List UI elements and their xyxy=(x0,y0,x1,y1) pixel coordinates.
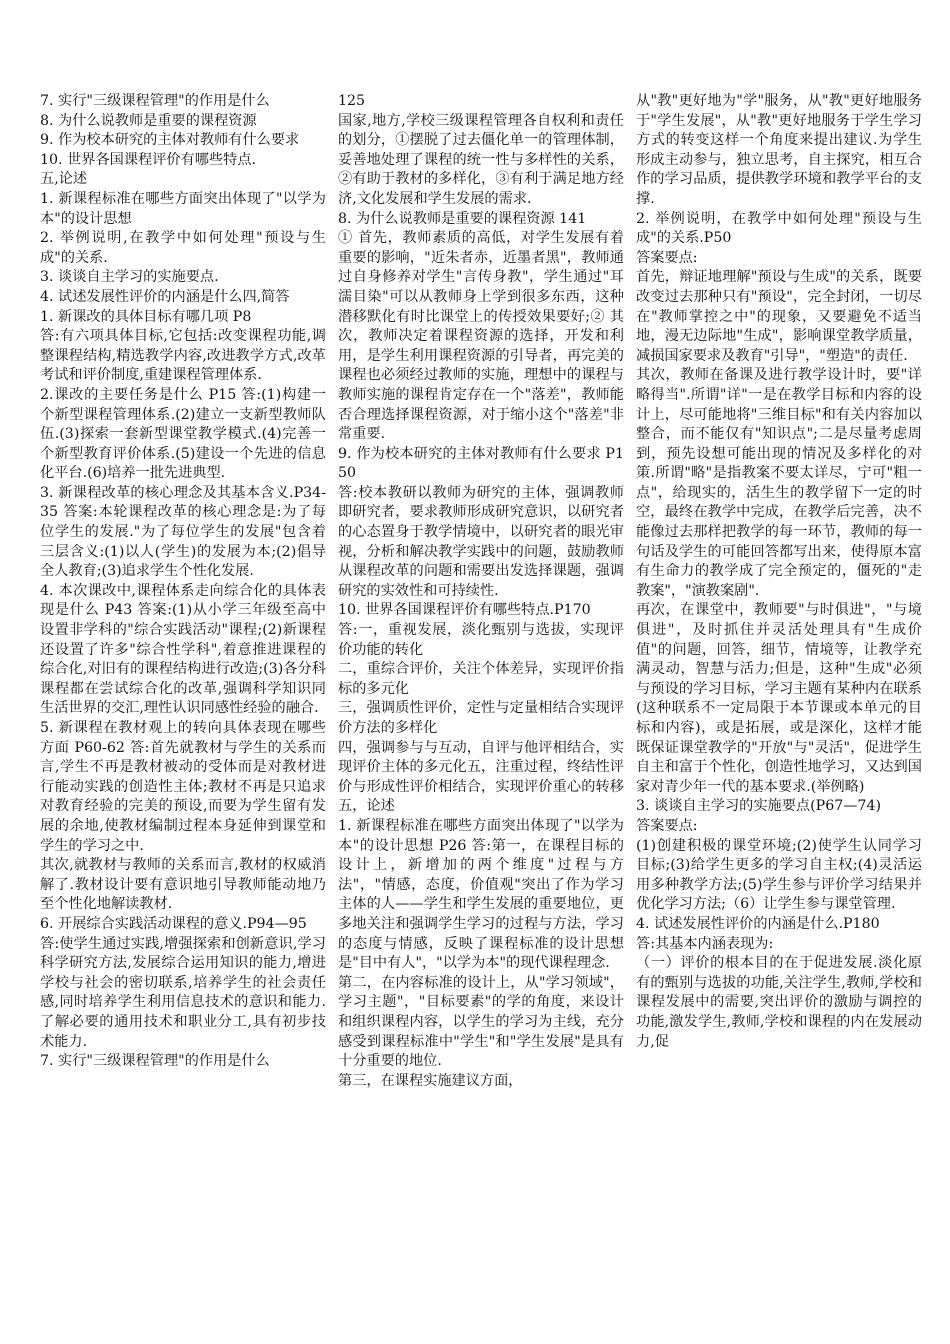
paragraph: （一）评价的根本目的在于促进发展.淡化原有的甄别与选拔的功能,关注学生,教师,学校和课程发展中的需要,突出评价的激励与调控的功能,激发学生,教师,学校和课程的内在发展动力,促 xyxy=(636,955,922,1050)
paragraph: 5. 新课程在教材观上的转向具体表现在哪些方面 P60-62 答:首先就教材与学生的关系而言,学生不再是教材被动的受体而是对教材进行能动实践的创造性主体;教材不再是只追求对教育经验的完美的预设,而要为学生留有发展的余地,使教材编制过程本身延伸到课堂和学生的学习之中. xyxy=(40,720,326,854)
paragraph: 2. 举例说明,在教学中如何处理"预设与生成"的关系. xyxy=(40,230,326,266)
paragraph: 三，强调质性评价，定性与定量相结合实现评价方法的多样化 xyxy=(338,700,624,736)
paragraph: 2.课改的主要任务是什么 P15 答:(1)构建一个新型课程管理体系.(2)建立一支新型教师队伍.(3)探索一套新型课堂教学模式.(4)完善一个新型教育评价体系.(5)建设一个先进的信息化平台.(6)培养一批先进典型. xyxy=(40,386,326,482)
paragraph: 首先，辩证地理解"预设与生成"的关系，既要改变过去那种只有"预设"，完全封闭，一切尽在"教师掌控之中"的现象，又要避免不适当地，漫无边际地"生成"，影响课堂教学质量，减损国家要求及教育"引导"，"塑造"的责任. xyxy=(636,269,922,364)
paragraph: 9. 作为校本研究的主体对教师有什么要求 xyxy=(40,132,300,149)
paragraph: 10. 世界各国课程评价有哪些特点.P170 xyxy=(338,602,591,619)
paragraph: 1. 新课改的具体目标有哪几项 P8 xyxy=(40,308,252,325)
paragraph: 7. 实行"三级课程管理"的作用是什么 xyxy=(40,1053,270,1070)
paragraph: 4. 本次课改中,课程体系走向综合化的具体表现是什么 P43 答案:(1)从小学三年级至高中设置非学科的"综合实践活动"课程;(2)新课程还设置了许多"综合性学科",着意推进课程的综合化,对旧有的课程结构进行改造;(3)各分科课程都在尝试综合化的改革,强调科学知识同生活世界的交汇,理性认识同感性经验的融合. xyxy=(40,582,326,717)
paragraph: 答案要点: xyxy=(636,817,698,834)
paragraph: ① 首先，教师素质的高低，对学生发展有着重要的影响，"近朱者赤，近墨者黑"，教师通过自身修养对学生"言传身教"，学生通过"耳濡目染"可以从教师身上学到很多东西，这种潜移默化有时比课堂上的传授效果要好;② 其次，教师决定着课程资源的选择，开发和利用，是学生利用课程资源的引导者，再完美的课程也必须经过教师的实施，理想中的课程与教师实施的课程肯定存在一个"落差"，教师能否合理选择课程资源，对于缩小这个"落差"非常重要. xyxy=(338,230,624,443)
paragraph: 二，重综合评价，关注个体差异，实现评价指标的多元化 xyxy=(338,661,624,697)
paragraph: 7. 实行"三级课程管理"的作用是什么 xyxy=(40,93,270,109)
paragraph: 6. 开展综合实践活动课程的意义.P94—95 xyxy=(40,915,307,932)
paragraph: 1. 新课程标准在哪些方面突出体现了"以学为本"的设计思想 xyxy=(40,190,326,227)
paragraph: 2. 举例说明，在教学中如何处理"预设与生成"的关系.P50 xyxy=(636,210,922,247)
paragraph: 8. 为什么说教师是重要的课程资源 141 xyxy=(338,210,587,227)
paragraph: 1. 新课程标准在哪些方面突出体现了"以学为本"的设计思想 P26 答:第一，在课程目标的设计上，新增加的两个维度"过程与方法"，"情感，态度，价值观"突出了作为学习主体的人——学生和学生发展的重要地位，更多地关注和强调学生学习的过程与方法，学习的态度与情感，反映了课程标准的设计思想是"目中有人"，"以学为本"的现代课程理念. xyxy=(338,817,624,972)
paragraph: 3. 谈谈自主学习的实施要点. xyxy=(40,269,219,286)
paragraph: 其次，教师在备课及进行教学设计时，要"详略得当".所谓"详"一是在教学目标和内容的设计上，尽可能地将"三维目标"和有关内容加以整合，而不能仅有"知识点";二是尽量考虑周到，预先设想可能出现的情况及多样化的对策.所谓"略"是指教案不要太详尽，宁可"粗一点"，给现实的，活生生的教学留下一定的时空，最终在教学中完成，在教学后完善，决不能像过去那样把教学的每一环节，教师的每一句话及学生的可能回答都写出来，使得原本富有生命力的教学成了完全预定的，僵死的"走教案"，"演教案剧". xyxy=(636,367,922,599)
paragraph: 3. 新课程改革的核心理念及其基本含义.P34-35 答案:本轮课程改革的核心理念是:为了每位学生的发展."为了每位学生的发展"包含着三层含义:(1)以人(学生)的发展为本;(2)倡导全人教育;(3)追求学生个性化发展. xyxy=(40,484,326,580)
text-column-right xyxy=(636,92,922,1052)
text-column-left xyxy=(40,92,326,1072)
paragraph: (1)创建积极的课堂环境;(2)使学生认同学习目标;(3)给学生更多的学习自主权;(4)灵活运用多种教学方法;(5)学生参与评价学习结果并优化学习方法;（6）让学生参与课堂管理. xyxy=(636,837,922,913)
paragraph: 国家,地方,学校三级课程管理各自权利和责任的划分，①摆脱了过去僵化单一的管理体制，妥善地处理了课程的统一性与多样性的关系，②有助于教材的多样化，③有利于满足地方经济,文化发展和学生发展的需求. xyxy=(338,112,624,207)
paragraph: 答:一，重视发展，淡化甄别与选拔，实现评价功能的转化 xyxy=(338,622,624,658)
paragraph: 4. 试述发展性评价的内涵是什么四,简答 xyxy=(40,288,290,305)
paragraph: 其次,就教材与教师的关系而言,教材的权威消解了.教材设计要有意识地引导教师能动地乃至个性化地解读教材. xyxy=(40,857,326,913)
paragraph: 第二，在内容标准的设计上，从"学习领域"，学习主题"，"目标要素"的学的角度，来设计和组织课程内容，以学生的学习为主线，充分感受到课程标准中"学生"和"学生发展"是具有十分重要的地位. xyxy=(338,974,624,1070)
paragraph: 答:其基本内涵表现为: xyxy=(636,935,774,952)
document-page xyxy=(40,92,922,1322)
paragraph: 四，强调参与与互动，自评与他评相结合，实现评价主体的多元化五，注重过程，终结性评价与形成性评价相结合，实现评价重心的转移五，论述 xyxy=(338,739,624,815)
paragraph: 答:有六项具体目标,它包括:改变课程功能,调整课程结构,精选教学内容,改进教学方式,改革考试和评价制度,重建课程管理体系. xyxy=(40,328,326,384)
paragraph: 答:使学生通过实践,增强探索和创新意识,学习科学研究方法,发展综合运用知识的能力,增进学校与社会的密切联系,培养学生的社会责任感,同时培养学生利用信息技术的意识和能力.了解必要的通用技术和职业分工,具有初步技术能力. xyxy=(40,935,326,1050)
paragraph: 125 xyxy=(338,93,366,109)
paragraph: 答案要点: xyxy=(636,249,698,266)
paragraph: 从"教"更好地为"学"服务，从"教"更好地服务于"学生发展"，从"教"更好地服务于学生学习方式的转变这样一个角度来提出建议.为学生形成主动参与，独立思考，自主探究，相互合作的学习品质，提供教学环境和教学平台的支撑. xyxy=(636,93,922,207)
paragraph: 再次，在课堂中，教师要"与时俱进"，"与境俱进"，及时抓住并灵活处理具有"生成价值"的问题，回答，细节，情境等，让教学充满灵动，智慧与活力;但是，这种"生成"必须与预设的学习目标，学习主题有某种内在联系(这种联系不一定局限于本节课或本单元的目标和内容)，或是拓展，或是深化，这样才能既保证课堂教学的"开放"与"灵活"，促进学生自主和富于个性化，创造性地学习，又达到国家对青少年一代的基本要求.(举例略) xyxy=(636,602,922,795)
paragraph: 第三，在课程实施建议方面， xyxy=(338,1072,523,1089)
paragraph: 10. 世界各国课程评价有哪些特点. xyxy=(40,151,257,168)
paragraph: 答:校本教研以教师为研究的主体，强调教师即研究者，要求教师形成研究意识，以研究者的心态置身于教学情境中，以研究者的眼光审视，分析和解决教学实践中的问题，鼓励教师从课程改革的问题和需要出发选择课题，强调研究的实效性和可持续性. xyxy=(338,484,624,599)
paragraph: 4. 试述发展性评价的内涵是什么.P180 xyxy=(636,915,880,932)
paragraph: 8. 为什么说教师是重要的课程资源 xyxy=(40,112,257,129)
text-column-middle xyxy=(338,92,624,1091)
paragraph: 9. 作为校本研究的主体对教师有什么要求 P150 xyxy=(338,445,624,482)
paragraph: 五,论述 xyxy=(40,171,88,188)
paragraph: 3. 谈谈自主学习的实施要点(P67—74) xyxy=(636,798,882,815)
